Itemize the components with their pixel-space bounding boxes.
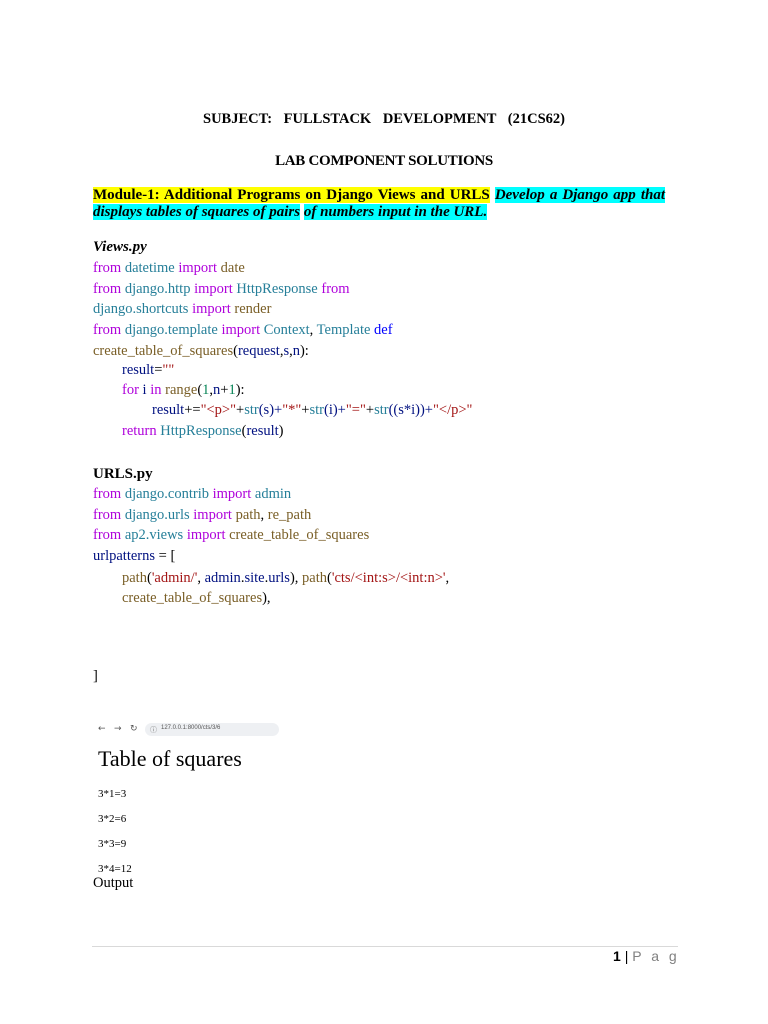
code-token: "</p>" xyxy=(432,402,473,418)
code-token: from xyxy=(93,486,122,502)
code-token: urls xyxy=(268,570,290,586)
code-token: from xyxy=(93,260,122,276)
module-task-part2: of numbers input in the URL. xyxy=(303,204,488,220)
urls-closing-bracket: ] xyxy=(93,668,98,684)
code-token: + xyxy=(236,402,245,418)
code-token: str xyxy=(309,402,324,418)
urls-line-3 xyxy=(93,525,369,545)
views-line-8 xyxy=(152,400,472,420)
views-line-4: from django.template import Context, Template def xyxy=(93,322,393,338)
code-token: import xyxy=(194,281,233,297)
code-token: import xyxy=(221,322,261,338)
code-token: path xyxy=(122,570,147,586)
code-token: return xyxy=(122,423,157,439)
code-token: ( xyxy=(233,343,238,359)
code-token: 'cts/<int:s>/<int:n>' xyxy=(331,570,446,586)
code-token: 'admin/' xyxy=(151,570,198,586)
code-token: import xyxy=(178,260,218,276)
address-url: 127.0.0.1:8000/cts/3/6 xyxy=(161,725,221,731)
code-token: "*" xyxy=(282,402,302,418)
code-token: range xyxy=(165,382,198,398)
views-line-9: return HttpResponse(result) xyxy=(122,423,284,439)
code-token: n xyxy=(213,382,221,398)
code-token: + xyxy=(365,402,375,418)
code-token: create_table_of_squares xyxy=(122,590,263,606)
output-screenshot xyxy=(90,718,280,875)
browser-toolbar xyxy=(90,722,280,738)
lab-title: LAB COMPONENT SOLUTIONS xyxy=(275,153,493,169)
back-arrow-icon: ← xyxy=(98,724,106,734)
code-token: admin xyxy=(254,486,292,502)
code-token: import xyxy=(212,486,252,502)
code-token: ((s*i))+ xyxy=(388,402,433,418)
screenshot-title: Table of squares xyxy=(98,746,242,771)
code-token: from xyxy=(93,322,122,338)
views-line-3 xyxy=(93,299,271,319)
square-row: 3*3=9 xyxy=(98,838,127,850)
code-token: i xyxy=(142,382,147,398)
code-token: import xyxy=(193,507,232,523)
code-token: datetime xyxy=(124,260,175,276)
views-line-5: create_table_of_squares(request,s,n): xyxy=(93,343,309,359)
code-token: result xyxy=(122,362,155,378)
code-token: site xyxy=(244,570,265,586)
code-token: import xyxy=(192,301,231,317)
code-token: "" xyxy=(162,362,175,378)
urls-line-2: from django.urls import path, re_path xyxy=(93,507,312,523)
code-token: (s)+ xyxy=(258,402,283,418)
code-token: ): xyxy=(299,343,309,359)
code-token: result xyxy=(152,402,185,418)
code-token: ), xyxy=(262,590,271,606)
page-number: 1 xyxy=(613,948,621,964)
views-line-6 xyxy=(122,360,174,380)
code-token: for xyxy=(122,382,139,398)
code-token: HttpResponse xyxy=(236,281,318,297)
code-token: date xyxy=(220,260,245,276)
code-token: django.http xyxy=(124,281,191,297)
code-token: django.shortcuts xyxy=(93,301,189,317)
code-token: django.template xyxy=(124,322,218,338)
code-token: path xyxy=(302,570,328,586)
code-token: = [ xyxy=(158,548,176,564)
module-heading-block xyxy=(93,187,665,221)
code-token: n xyxy=(292,343,300,359)
page-separator: | xyxy=(624,948,629,964)
code-token: from xyxy=(93,527,122,543)
urls-line-4 xyxy=(93,546,175,566)
page-footer xyxy=(613,948,680,964)
code-token: re_path xyxy=(267,507,312,523)
code-token: from xyxy=(93,507,122,523)
code-token: create_table_of_squares xyxy=(93,343,234,359)
urls-heading: URLS.py xyxy=(93,466,153,482)
code-token: def xyxy=(374,322,393,338)
code-token: django.contrib xyxy=(124,486,209,502)
output-label: Output xyxy=(93,875,134,891)
reload-icon: ↻ xyxy=(130,724,138,734)
module-task-part1: Develop a Django app that displays tables of squares of pairs xyxy=(93,187,665,220)
code-token: Template xyxy=(316,322,371,338)
code-token: 1 xyxy=(202,382,210,398)
code-token: + xyxy=(301,402,310,418)
views-line-7: for i in range(1,n+1): xyxy=(122,382,245,398)
code-token: path xyxy=(235,507,261,523)
code-token: "=" xyxy=(345,402,366,418)
urls-line-5: path('admin/', admin.site.urls), path('cts/<int:s>/<int:n>', xyxy=(122,570,450,586)
square-row: 3*4=12 xyxy=(98,863,132,875)
urls-line-1 xyxy=(93,484,291,504)
code-token: ): xyxy=(235,382,245,398)
code-token: from xyxy=(93,281,122,297)
code-token: in xyxy=(150,382,162,398)
code-token: admin xyxy=(204,570,241,586)
code-token: += xyxy=(184,402,201,418)
code-token: Context xyxy=(263,322,310,338)
square-row: 3*1=3 xyxy=(98,788,127,800)
code-token: "<p>" xyxy=(200,402,237,418)
code-token: str xyxy=(244,402,259,418)
code-token: request xyxy=(237,343,280,359)
code-token: result xyxy=(246,423,279,439)
views-line-2 xyxy=(93,279,350,299)
code-token: HttpResponse xyxy=(160,423,242,439)
code-token: 1 xyxy=(228,382,236,398)
address-bar xyxy=(145,723,279,736)
footer-divider xyxy=(92,946,678,947)
code-token: = xyxy=(154,362,163,378)
page-word: P a g xyxy=(632,948,680,964)
views-heading: Views.py xyxy=(93,239,147,255)
square-row: 3*2=6 xyxy=(98,813,127,825)
site-info-icon: ⓘ xyxy=(150,726,157,734)
code-token: django.urls xyxy=(124,507,190,523)
code-token: from xyxy=(321,281,350,297)
code-token: str xyxy=(374,402,389,418)
urls-line-6 xyxy=(122,588,271,608)
code-token: s xyxy=(283,343,290,359)
code-token: create_table_of_squares xyxy=(229,527,370,543)
document-subject: SUBJECT: FULLSTACK DEVELOPMENT (21CS62) xyxy=(203,111,565,127)
code-token: render xyxy=(234,301,272,317)
views-line-1 xyxy=(93,258,245,278)
forward-arrow-icon: → xyxy=(114,724,122,734)
code-token: ap2.views xyxy=(124,527,184,543)
code-token: (i)+ xyxy=(323,402,346,418)
code-token: urlpatterns xyxy=(93,548,156,564)
code-token: import xyxy=(186,527,226,543)
module-heading: Module-1: Additional Programs on Django Views and URLS xyxy=(93,187,490,203)
